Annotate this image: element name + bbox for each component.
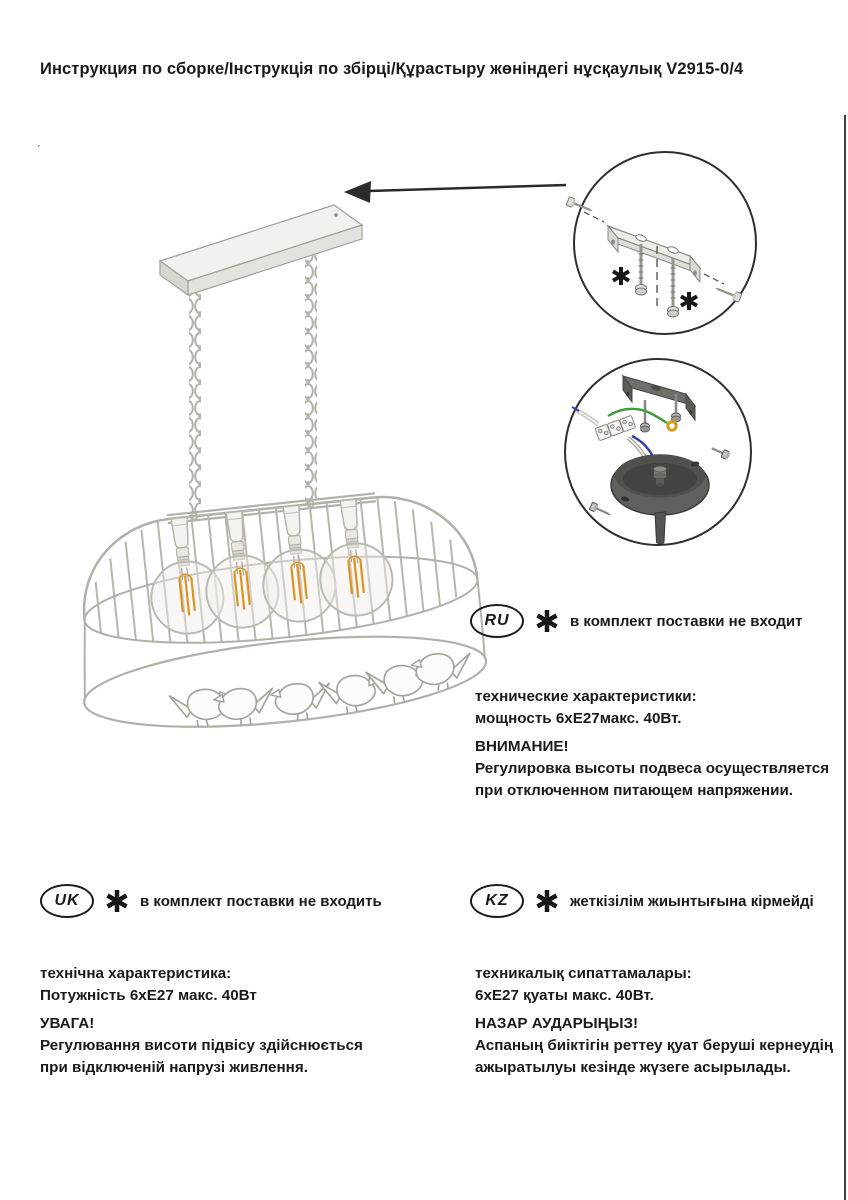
spec-line: мощность 6хЕ27макс. 40Вт. — [475, 710, 682, 727]
lamp-illustration — [38, 145, 568, 770]
spec-line: Регулировка высоты подвеса осуществляется — [475, 760, 830, 777]
spec-line: при відключеній напрузі живлення. — [40, 1059, 308, 1076]
lang-badge-uk: UK — [40, 884, 94, 918]
chain-right — [305, 255, 317, 505]
detail-circle — [574, 152, 756, 334]
spec-warning: ВНИМАНИЕ! — [475, 738, 569, 755]
lang-row-kz — [470, 884, 814, 918]
spec-warning: НАЗАР АУДАРЫҢЫЗ! — [475, 1015, 639, 1032]
spec-line: Потужність 6хЕ27 макс. 40Вт — [40, 987, 257, 1004]
asterisk-icon — [105, 888, 129, 914]
spec-line: технічна характеристика: — [40, 965, 232, 982]
spec-line: при отключенном питающем напряжении. — [475, 782, 794, 799]
spec-warning: УВАГА! — [40, 1015, 95, 1032]
lang-row-uk — [40, 884, 382, 918]
asterisk-icon — [535, 888, 559, 914]
spec-line: техникалық сипаттамалары: — [475, 965, 692, 982]
spec-line: технические характеристики: — [475, 688, 697, 705]
specs-kz — [475, 963, 847, 1079]
lang-row-ru — [470, 604, 803, 638]
asterisk-icon — [535, 608, 559, 634]
page-title: Инструкция по сборке/Інструкція по збірці/Құрастыру жөніндегі нұсқаулық V2915-0/4 — [40, 60, 744, 78]
spec-line: ажыратылуы кезінде жүзеге асырылады. — [475, 1059, 791, 1076]
bracket-diagram — [548, 148, 768, 348]
spec-line: 6хЕ27 қуаты макс. 40Вт. — [475, 987, 654, 1004]
canopy-stem — [655, 512, 666, 544]
spec-line: Регулювання висоти підвісу здійснюється — [40, 1037, 363, 1054]
not-included-note-ru: в комплект поставки не входит — [570, 612, 803, 630]
canopy-diagram — [548, 352, 768, 564]
specs-ru — [475, 686, 845, 802]
lang-badge-ru: RU — [470, 604, 524, 638]
bird — [213, 685, 276, 727]
specs-uk — [40, 963, 460, 1079]
chain-left — [189, 293, 201, 517]
lang-badge-kz: KZ — [470, 884, 524, 918]
not-included-note-uk: в комплект поставки не входить — [140, 892, 382, 910]
not-included-note-kz: жеткізілім жиынтығына кірмейді — [570, 892, 814, 910]
spec-line: Аспаның биіктігін реттеу қуат беруші кернеудің — [475, 1037, 834, 1054]
arrow-icon — [340, 170, 570, 210]
